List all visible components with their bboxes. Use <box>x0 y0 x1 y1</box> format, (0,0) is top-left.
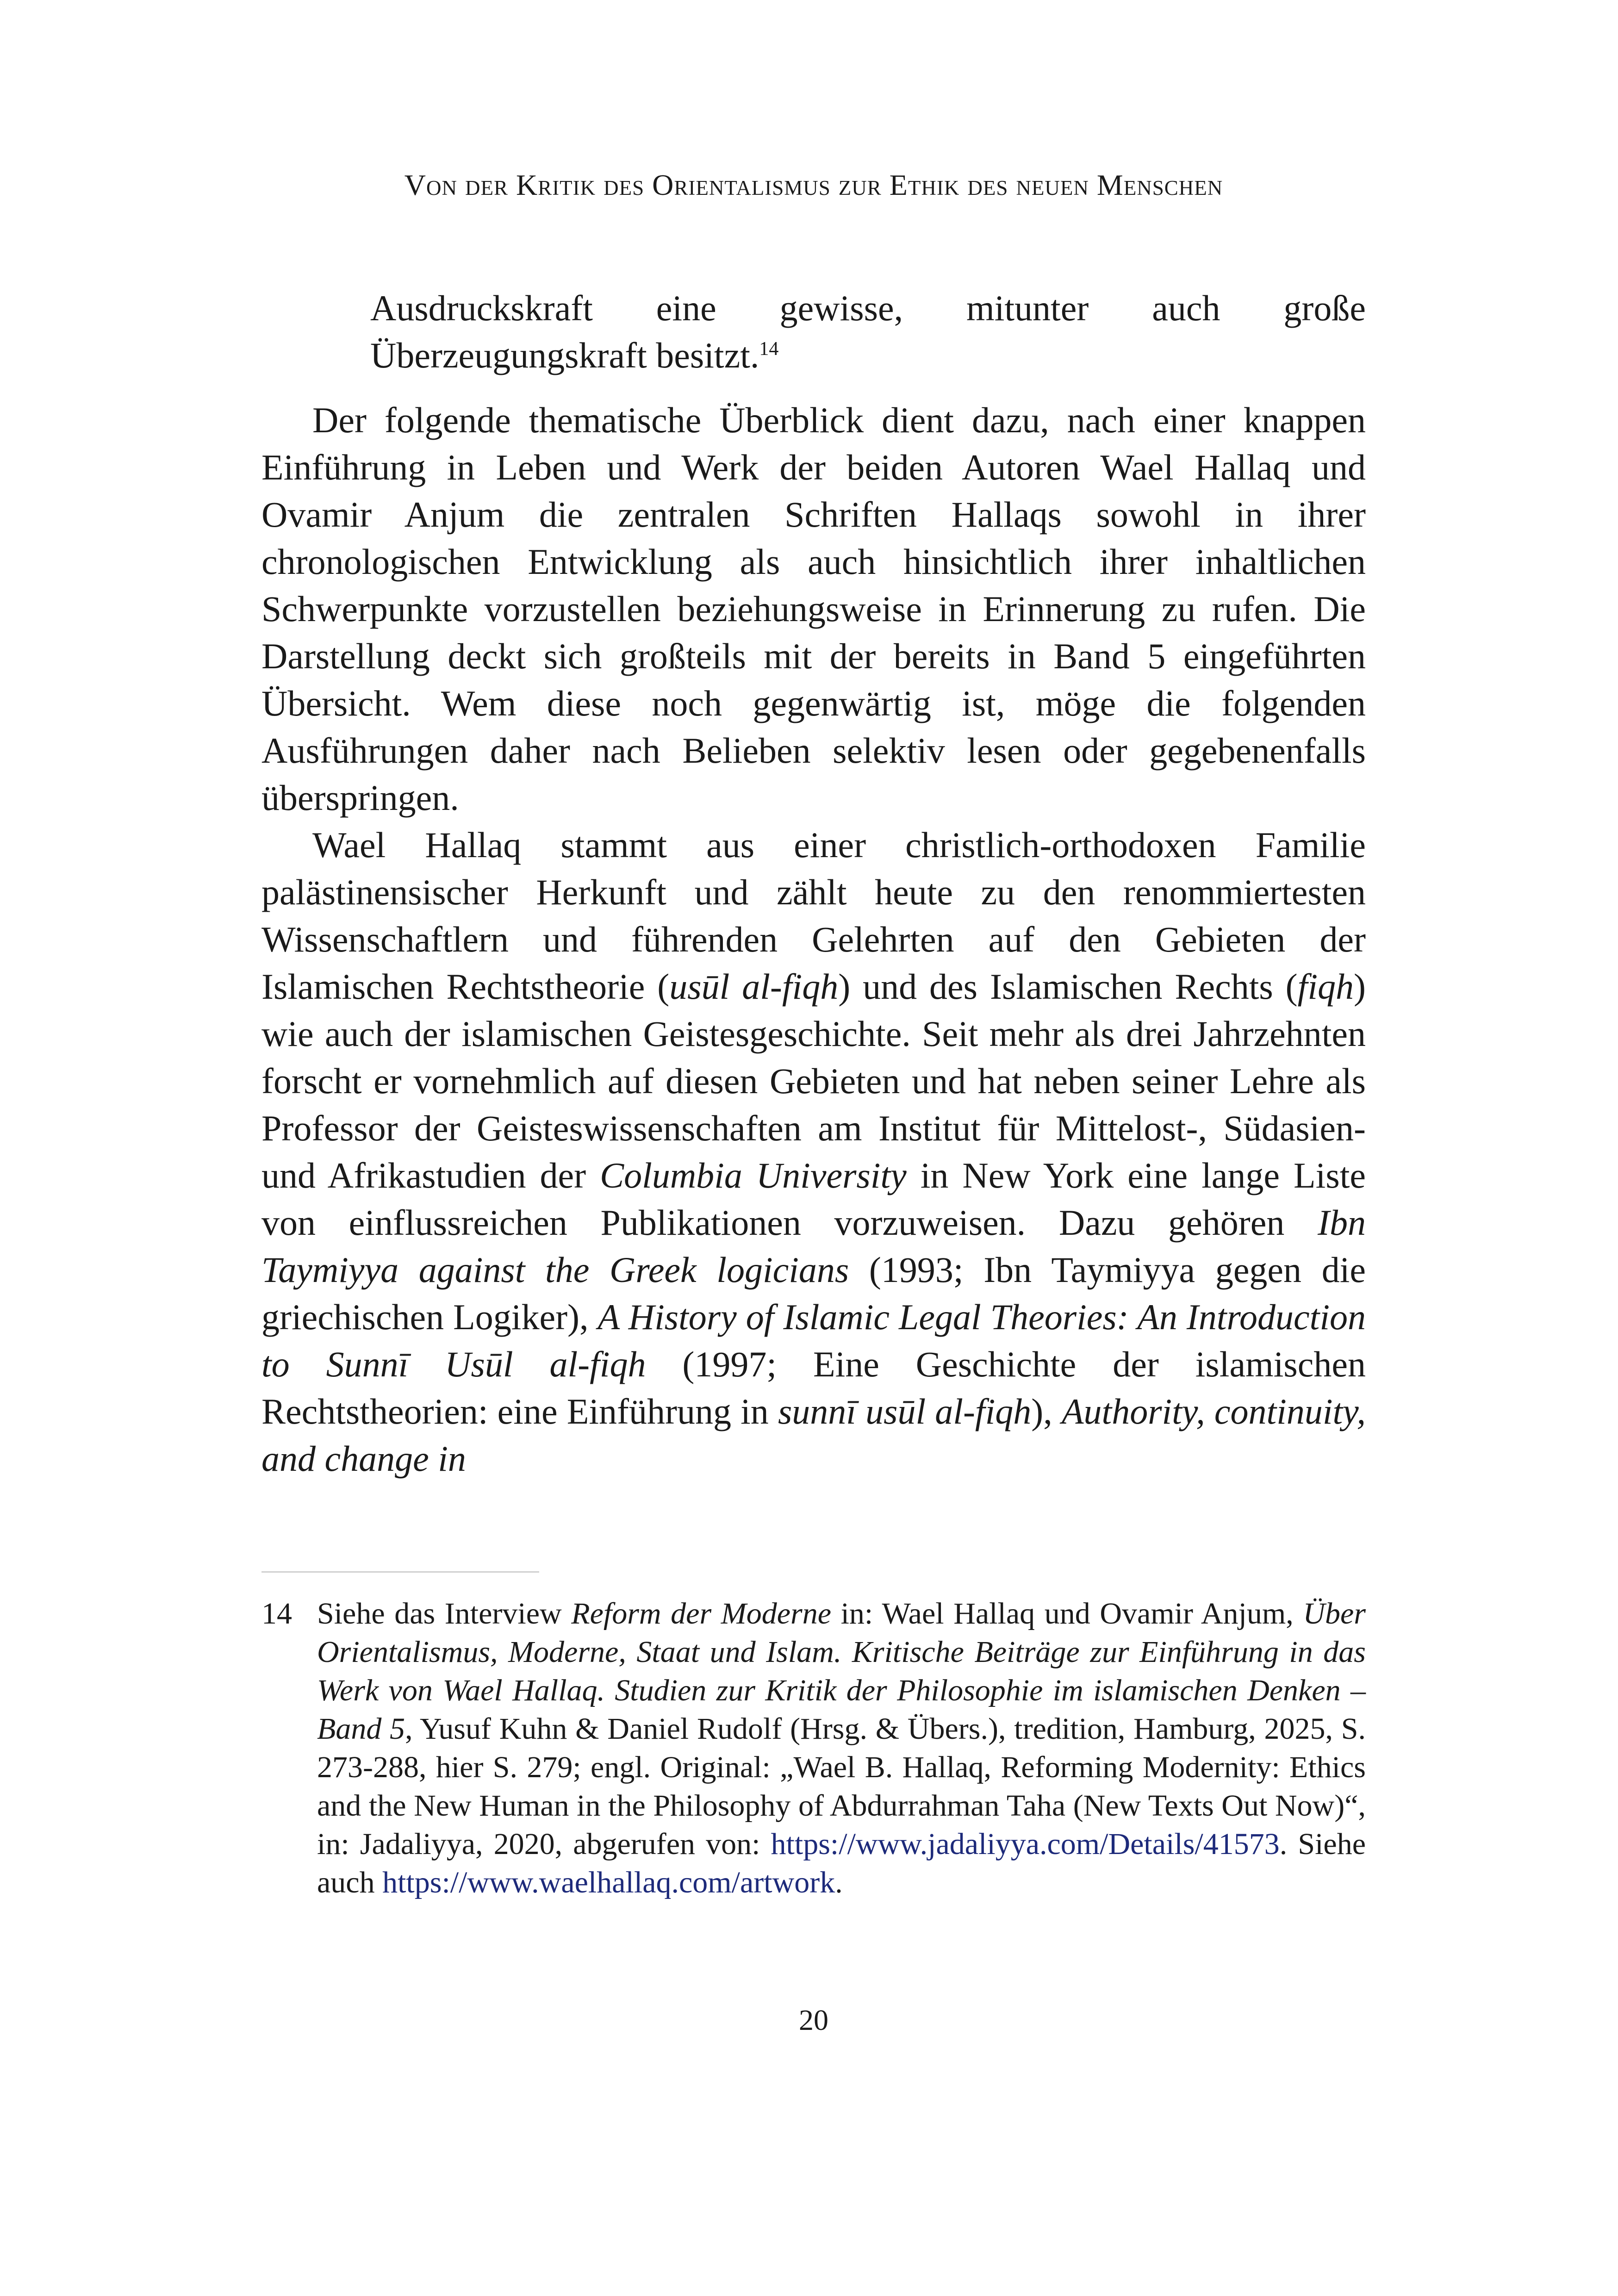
text-run: Siehe das Interview <box>317 1597 572 1630</box>
text-run: in: Wael Hallaq und Ovamir Anjum, <box>831 1597 1303 1630</box>
footnote-divider <box>261 1571 539 1573</box>
waelhallaq-link[interactable]: https://www.waelhallaq.com/artwork <box>382 1866 835 1899</box>
italic-term: sunnī usūl al-fiqh <box>778 1391 1032 1431</box>
italic-term: fiqh <box>1297 966 1354 1007</box>
document-page <box>261 0 1366 2296</box>
paragraph-overview: Der folgende thematische Überblick dient dazu, nach einer knappen Einführung in Leben und Werk der beiden Autoren Wael Hallaq und Ovamir Anjum die zentralen Schriften Hallaqs sowohl in ihrer chronologischen Entwicklung als auch hinsichtlich ihrer inhaltlichen Schwerpunkte vorzustellen beziehungsweise in Erinnerung zu rufen. Die Darstellung deckt sich großteils mit der bereits in Band 5 eingeführten Übersicht. Wem diese noch gegenwärtig ist, möge die folgenden Ausführungen daher nach Belieben selektiv lesen oder gegebenenfalls überspringen. <box>261 400 1366 818</box>
main-text <box>261 285 1366 1482</box>
page-number: 20 <box>799 2004 828 2036</box>
book-title: A History of Islamic Legal Theories: An Introduction to Sunnī Usūl al-fiqh <box>261 1297 1366 1384</box>
text-run: in New York eine lange Liste von einflussreichen Publikationen vorzuweisen. Dazu gehören <box>261 1155 1366 1243</box>
italic-title: Reform der Moderne <box>571 1597 831 1630</box>
italic-term: Columbia University <box>600 1155 907 1195</box>
paragraph-biography <box>261 821 1366 1482</box>
block-quote <box>370 285 1366 379</box>
book-title: Authority, continuity, and change in <box>261 1391 1366 1479</box>
text-run: Wael Hallaq stammt aus einer christlich-orthodoxen Familie palästinensischer Herkunft und zählt heute zu den renommiertesten Wissenschaftlern und führenden Gelehrten auf den Gebieten der Islamischen Rechtstheorie ( <box>261 825 1366 1007</box>
italic-title: Über Orientalismus, Moderne, Staat und Islam. Kritische Beiträge zur Einführung in das Werk von Wael Hallaq. Studien zur Kritik der Philosophie im islamischen Denken – Band 5 <box>317 1597 1366 1746</box>
text-run: (1993; Ibn Taymiyya gegen die griechischen Logiker), <box>261 1250 1366 1337</box>
text-run: , Yusuf Kuhn & Daniel Rudolf (Hrsg. & Übers.), tredition, Hamburg, 2025, S. 273-288, hier S. 279; engl. Original: „Wael B. Hallaq, Reforming Modernity: Ethics and the New Human in the Philosophy of Abdurrahman Taha (New Texts Out Now)“, in: Jadaliyya, 2020, abgerufen von: <box>317 1712 1366 1861</box>
book-title: Ibn Taymiyya against the Greek logicians <box>261 1202 1366 1290</box>
text-run: ) und des Islamischen Rechts ( <box>838 966 1298 1007</box>
footnote-reference[interactable]: 14 <box>759 338 779 360</box>
text-run: (1997; Eine Geschichte der islamischen Rechtstheorien: eine Einführung in <box>261 1344 1366 1431</box>
quote-text: Ausdruckskraft eine gewisse, mitunter auch große Überzeugungskraft besitzt. <box>370 288 1366 375</box>
italic-term: usūl al-fiqh <box>669 966 839 1007</box>
text-run: . Siehe auch <box>317 1827 1366 1899</box>
footnote-number: 14 <box>261 1597 292 1630</box>
text-run: ) wie auch der islamischen Geistesgeschichte. Seit mehr als drei Jahrzehnten forscht er vornehmlich auf diesen Gebieten und hat neben seiner Lehre als Professor der Geisteswissenschaften am Institut für Mittelost-, Südasien- und Afrikastudien der <box>261 966 1366 1195</box>
running-head: Von der Kritik des Orientalismus zur Ethik des neuen Menschen <box>404 168 1223 201</box>
text-run: ), <box>1031 1391 1062 1431</box>
footnote <box>261 1594 1366 1902</box>
jadaliyya-link[interactable]: https://www.jadaliyya.com/Details/41573 <box>771 1827 1280 1861</box>
footnote-text <box>317 1594 1366 1902</box>
text-run: . <box>835 1866 843 1899</box>
